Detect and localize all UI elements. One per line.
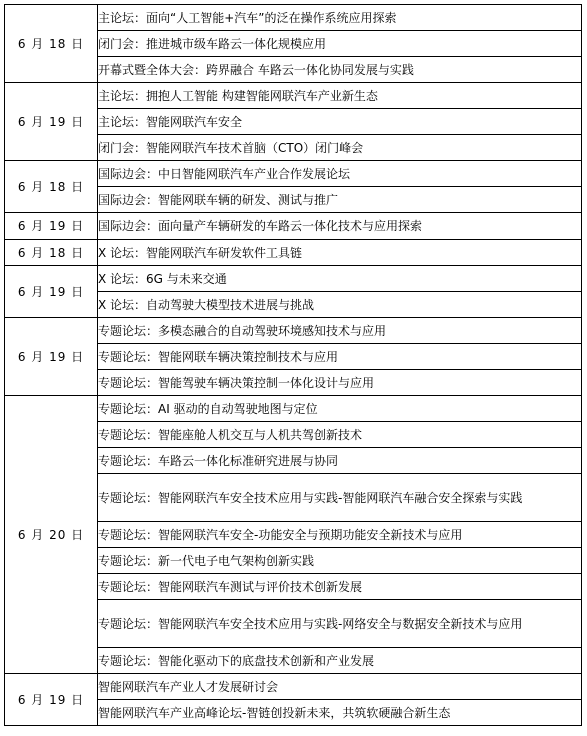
schedule-row <box>5 213 582 240</box>
session-title-text: X 论坛：智能网联汽车研发软件工具链 <box>98 245 303 260</box>
session-title-text: 国际边会：中日智能网联汽车产业合作发展论坛 <box>98 166 351 181</box>
schedule-table <box>4 4 582 726</box>
session-title-text: 智能网联汽车产业高峰论坛-智链创投新未来，共筑软硬融合新生态 <box>98 705 451 720</box>
session-title-text: 专题论坛：智能化驱动下的底盘技术创新和产业发展 <box>98 653 375 668</box>
session-title <box>98 574 582 600</box>
schedule-row <box>5 5 582 31</box>
session-title-text: 专题论坛：智能网联汽车测试与评价技术创新发展 <box>98 579 363 594</box>
session-title <box>98 600 582 648</box>
session-title-text: 开幕式暨全体大会：跨界融合 车路云一体化协同发展与实践 <box>98 62 414 77</box>
session-title-text: 国际边会：智能网联车辆的研发、测试与推广 <box>98 192 339 207</box>
session-title-text: 闭门会：智能网联汽车技术首脑（CTO）闭门峰会 <box>98 140 364 155</box>
session-date: 6 月 19 日 <box>5 318 98 396</box>
session-title <box>98 396 582 422</box>
session-title-text: 专题论坛：车路云一体化标准研究进展与协同 <box>98 453 339 468</box>
schedule-row <box>5 240 582 266</box>
session-title <box>98 57 582 83</box>
session-date: 6 月 19 日 <box>5 83 98 161</box>
session-title-text: X 论坛：6G 与未来交通 <box>98 271 227 286</box>
session-title <box>98 31 582 57</box>
session-date: 6 月 19 日 <box>5 213 98 240</box>
session-title <box>98 161 582 187</box>
schedule-row <box>5 674 582 700</box>
session-date: 6 月 19 日 <box>5 266 98 318</box>
session-title-text: 主论坛：智能网联汽车安全 <box>98 114 243 129</box>
session-title <box>98 700 582 726</box>
session-title-text: X 论坛：自动驾驶大模型技术进展与挑战 <box>98 297 315 312</box>
session-title <box>98 474 582 522</box>
session-title <box>98 292 582 318</box>
session-title-text: 专题论坛：智能座舱人机交互与人机共驾创新技术 <box>98 427 363 442</box>
session-title <box>98 674 582 700</box>
session-date: 6 月 18 日 <box>5 161 98 213</box>
session-title <box>98 266 582 292</box>
schedule-row <box>5 266 582 292</box>
session-title <box>98 648 582 674</box>
session-title-text: 专题论坛：智能网联车辆决策控制技术与应用 <box>98 349 339 364</box>
session-title <box>98 5 582 31</box>
session-title-text: 闭门会：推进城市级车路云一体化规模应用 <box>98 36 327 51</box>
session-title-text: 智能网联汽车产业人才发展研讨会 <box>98 679 279 694</box>
session-title-text: 专题论坛：智能网联汽车安全技术应用与实践-网络安全与数据安全新技术与应用 <box>98 616 523 631</box>
session-title <box>98 422 582 448</box>
schedule-row <box>5 396 582 422</box>
schedule-row <box>5 161 582 187</box>
session-title <box>98 522 582 548</box>
session-title <box>98 83 582 109</box>
session-title <box>98 548 582 574</box>
session-title <box>98 344 582 370</box>
session-date: 6 月 18 日 <box>5 240 98 266</box>
session-title <box>98 213 582 240</box>
session-title <box>98 109 582 135</box>
session-title-text: 国际边会：面向量产车辆研发的车路云一体化技术与应用探索 <box>98 219 423 233</box>
schedule-row <box>5 318 582 344</box>
session-title <box>98 318 582 344</box>
session-date: 6 月 18 日 <box>5 5 98 83</box>
session-title <box>98 135 582 161</box>
session-title <box>98 187 582 213</box>
session-title-text: 专题论坛：新一代电子电气架构创新实践 <box>98 553 315 568</box>
session-date: 6 月 19 日 <box>5 674 98 726</box>
session-title-text: 主论坛：面向“人工智能+汽车”的泛在操作系统应用探索 <box>98 10 397 25</box>
session-title-text: 专题论坛：智能网联汽车安全技术应用与实践-智能网联汽车融合安全探索与实践 <box>98 490 523 505</box>
session-title-text: 专题论坛：多模态融合的自动驾驶环境感知技术与应用 <box>98 323 387 338</box>
schedule-row <box>5 83 582 109</box>
session-title <box>98 370 582 396</box>
session-title <box>98 448 582 474</box>
session-title <box>98 240 582 266</box>
session-title-text: 专题论坛：智能网联汽车安全-功能安全与预期功能安全新技术与应用 <box>98 527 463 542</box>
session-title-text: 专题论坛：AI 驱动的自动驾驶地图与定位 <box>98 401 318 416</box>
session-date: 6 月 20 日 <box>5 396 98 674</box>
schedule-body <box>5 5 582 726</box>
session-title-text: 专题论坛：智能驾驶车辆决策控制一体化设计与应用 <box>98 375 375 390</box>
session-title-text: 主论坛：拥抱人工智能 构建智能网联汽车产业新生态 <box>98 88 378 103</box>
